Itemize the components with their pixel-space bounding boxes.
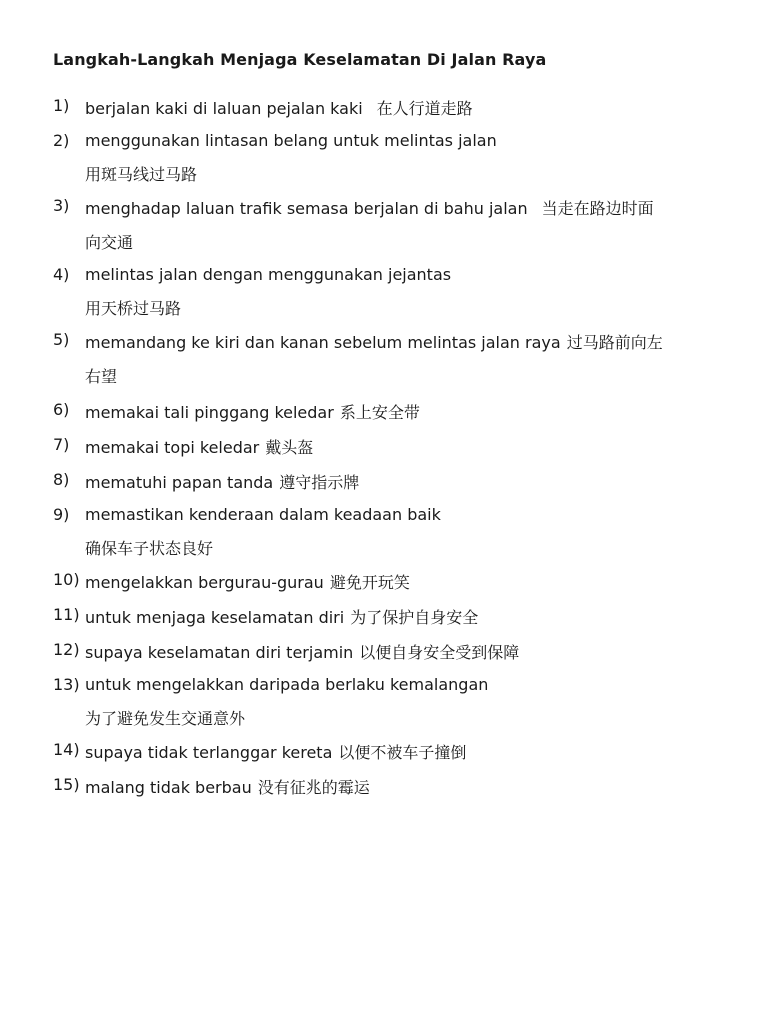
item-chinese: 没有征兆的霉运 (257, 778, 370, 797)
item-number: 3) (53, 196, 70, 215)
item-chinese: 为了避免发生交通意外 (85, 709, 246, 728)
item-chinese: 过马路前向左 (566, 333, 663, 352)
item-text (85, 96, 473, 119)
item-chinese-continued: 向交通 (85, 233, 134, 252)
item-number: 6) (53, 400, 70, 419)
item-malay: untuk menjaga keselamatan diri (85, 608, 345, 627)
item-number: 8) (53, 470, 70, 489)
item-malay: memakai topi keledar (85, 438, 260, 457)
item-chinese: 避免开玩笑 (329, 573, 410, 592)
item-text (85, 470, 359, 493)
item-text (85, 740, 466, 763)
item-malay: menghadap laluan trafik semasa berjalan di bahu jalan (85, 199, 528, 218)
item-chinese: 以便自身安全受到保障 (359, 643, 520, 662)
item-number: 13) (53, 675, 80, 694)
item-malay: memastikan kenderaan dalam keadaan baik (85, 505, 441, 524)
item-number: 10) (53, 570, 80, 589)
item-text (85, 330, 663, 353)
item-text (85, 196, 654, 219)
item-malay: supaya keselamatan diri terjamin (85, 643, 354, 662)
item-number: 9) (53, 505, 70, 524)
item-text (85, 400, 420, 423)
item-number: 7) (53, 435, 70, 454)
item-text (85, 570, 410, 593)
item-number: 14) (53, 740, 80, 759)
item-chinese: 当走在路边时面 (541, 199, 654, 218)
item-text (85, 435, 313, 458)
item-number: 12) (53, 640, 80, 659)
item-malay: melintas jalan dengan menggunakan jejantas (85, 265, 452, 284)
item-text (85, 640, 519, 663)
item-chinese: 在人行道走路 (376, 99, 473, 118)
item-malay: mematuhi papan tanda (85, 473, 274, 492)
item-chinese: 为了保护自身安全 (350, 608, 479, 627)
item-malay: memandang ke kiri dan kanan sebelum melintas jalan raya (85, 333, 561, 352)
item-text (85, 605, 478, 628)
item-number: 5) (53, 330, 70, 349)
item-number: 11) (53, 605, 80, 624)
item-chinese: 以便不被车子撞倒 (338, 743, 467, 762)
item-malay: untuk mengelakkan daripada berlaku kemalangan (85, 675, 489, 694)
item-text (85, 775, 370, 798)
item-malay: berjalan kaki di laluan pejalan kaki (85, 99, 363, 118)
item-malay: menggunakan lintasan belang untuk melintas jalan (85, 131, 497, 150)
item-chinese: 用天桥过马路 (85, 299, 182, 318)
item-malay: malang tidak berbau (85, 778, 252, 797)
item-chinese-continued: 右望 (85, 367, 118, 386)
item-number: 4) (53, 265, 70, 284)
item-malay: memakai tali pinggang keledar (85, 403, 334, 422)
item-chinese: 遵守指示牌 (279, 473, 360, 492)
item-malay: supaya tidak terlanggar kereta (85, 743, 333, 762)
item-number: 1) (53, 96, 70, 115)
item-chinese: 戴头盔 (265, 438, 314, 457)
item-chinese: 用斑马线过马路 (85, 165, 198, 184)
item-number: 2) (53, 131, 70, 150)
item-chinese: 系上安全带 (339, 403, 420, 422)
item-number: 15) (53, 775, 80, 794)
item-chinese: 确保车子状态良好 (85, 539, 214, 558)
item-malay: mengelakkan bergurau-gurau (85, 573, 324, 592)
page-title: Langkah-Langkah Menjaga Keselamatan Di Jalan Raya (53, 50, 547, 69)
